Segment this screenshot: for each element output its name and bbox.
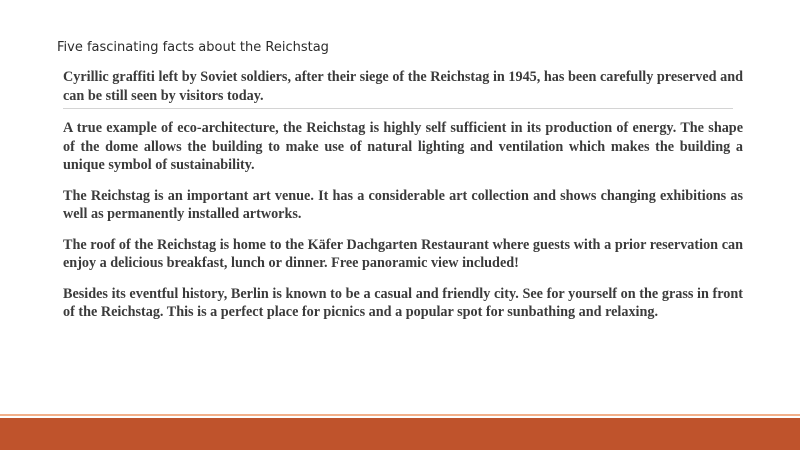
footer-accent-line: [0, 414, 800, 416]
footer-band: [0, 418, 800, 450]
fact-paragraph-2: A true example of eco-architecture, the Reichstag is highly self sufficient in its production of energy. The shape of the dome allows the building to make use of natural lighting and ventilation which makes the building a unique symbol of sustainability.: [63, 120, 743, 173]
fact-paragraph-3: The Reichstag is an important art venue. It has a considerable art collection and shows changing exhibitions as well as permanently installed artworks.: [63, 187, 743, 222]
slide-title: Five fascinating facts about the Reichstag: [57, 40, 329, 55]
slide-body: [63, 68, 743, 334]
fact-paragraph-1: Cyrillic graffiti left by Soviet soldiers, after their siege of the Reichstag in 1945, has been carefully preserved and can be still seen by visitors today.: [63, 69, 743, 104]
fact-paragraph-5: Besides its eventful history, Berlin is known to be a casual and friendly city. See for yourself on the grass in front of the Reichstag. This is a perfect place for picnics and a popular spot for sunbathing and relaxing.: [63, 285, 743, 320]
fact-paragraph-4: The roof of the Reichstag is home to the Käfer Dachgarten Restaurant where guests with a prior reservation can enjoy a delicious breakfast, lunch or dinner. Free panoramic view included!: [63, 236, 743, 271]
divider-line: [63, 108, 733, 109]
